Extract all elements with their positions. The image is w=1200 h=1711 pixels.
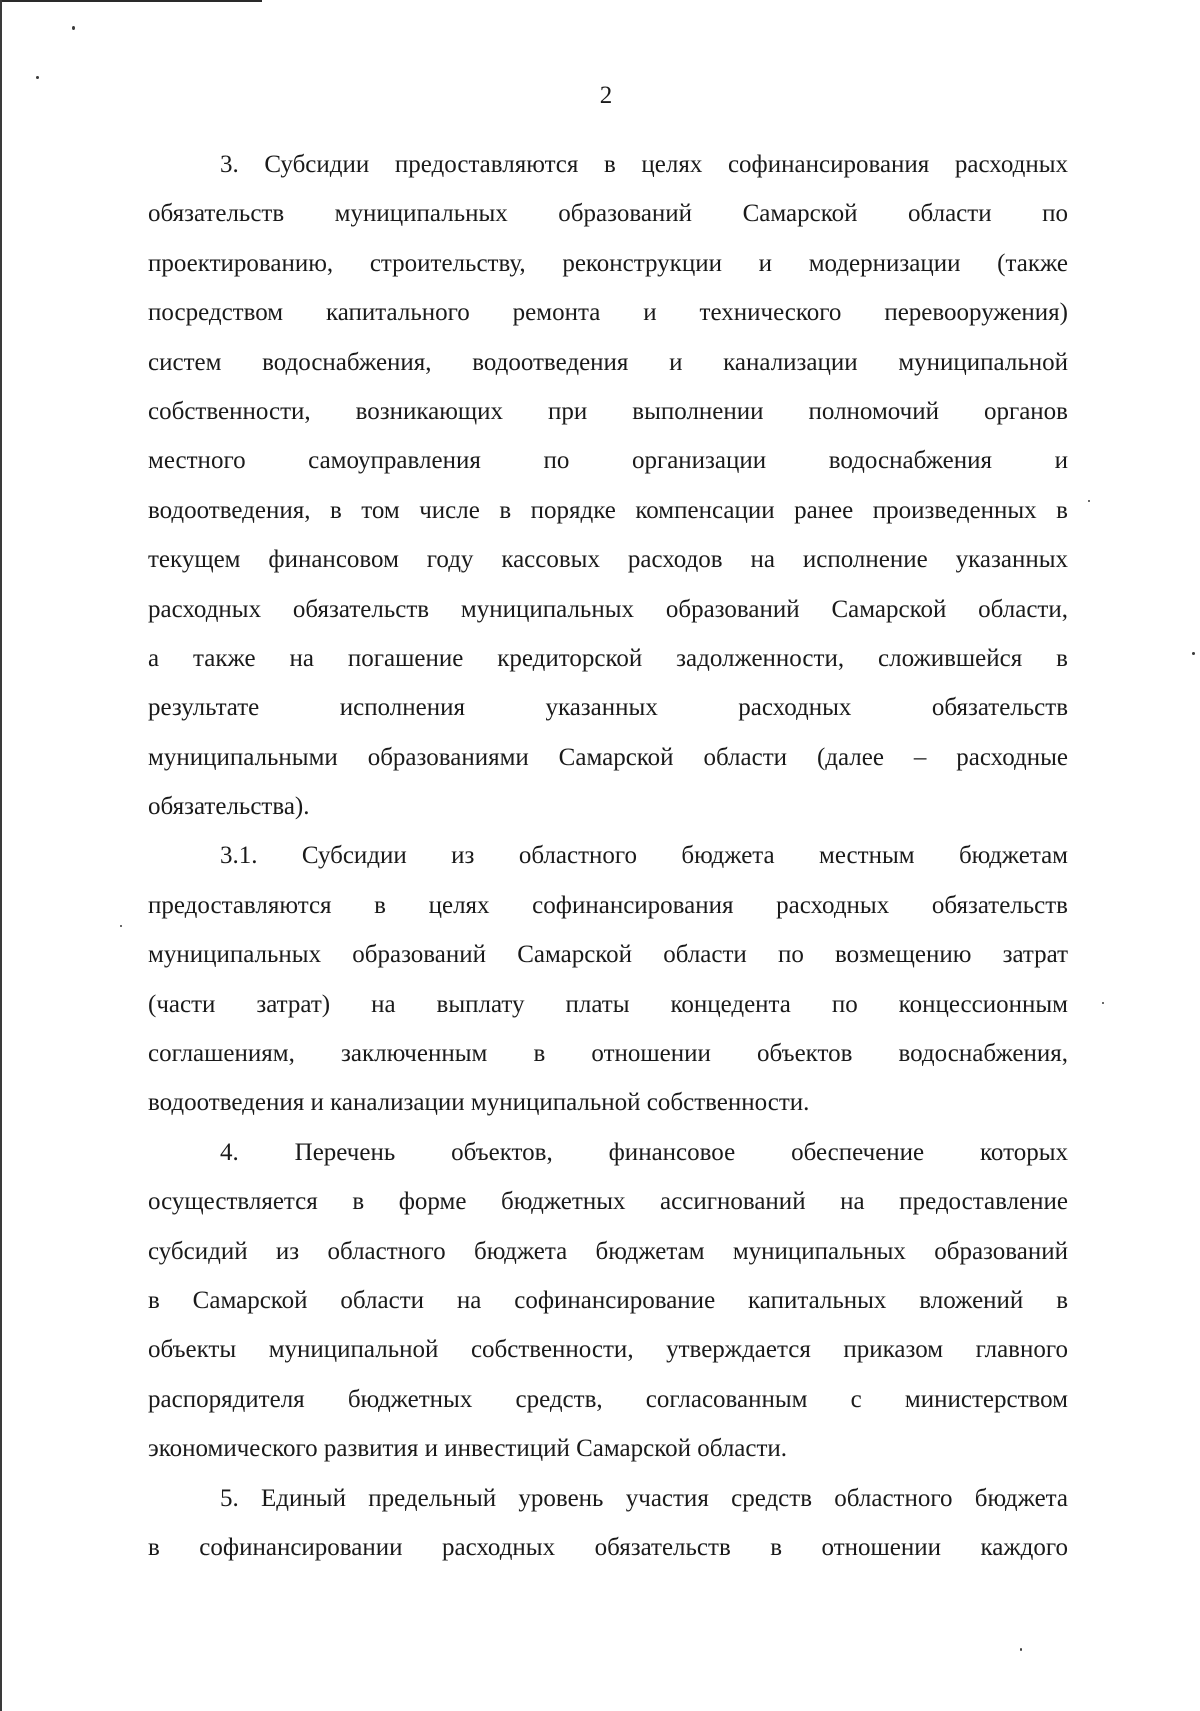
scan-edge-left — [0, 0, 2, 1711]
scan-speck — [1088, 500, 1090, 502]
text-line: осуществляется в форме бюджетных ассигнований на предоставление — [148, 1188, 1068, 1216]
scan-speck — [36, 76, 39, 79]
text-line: а также на погашение кредиторской задолженности, сложившейся в — [148, 644, 1068, 672]
text-line: результате исполнения указанных расходных обязательств — [148, 694, 1068, 722]
text-line: 4. Перечень объектов, финансовое обеспечение которых — [220, 1138, 1068, 1166]
scan-edge-top — [0, 0, 262, 2]
paragraph — [148, 1474, 1068, 1573]
scan-speck — [1102, 1002, 1104, 1004]
text-line: объекты муниципальной собственности, утверждается приказом главного — [148, 1336, 1068, 1364]
text-line: (части затрат) на выплату платы концедента по концессионным — [148, 990, 1068, 1018]
text-line: водоотведения, в том числе в порядке компенсации ранее произведенных в — [148, 496, 1068, 524]
text-line: 3.1. Субсидии из областного бюджета местным бюджетам — [220, 842, 1068, 870]
text-line: 3. Субсидии предоставляются в целях софинансирования расходных — [220, 151, 1068, 178]
text-line: в софинансировании расходных обязательств в отношении каждого — [148, 1533, 1068, 1561]
text-line: обязательств муниципальных образований Самарской области по — [148, 200, 1068, 228]
paragraph — [148, 1128, 1068, 1474]
paragraph — [148, 140, 1068, 831]
text-line: водоотведения и канализации муниципальной собственности. — [148, 1089, 810, 1117]
scan-speck — [120, 925, 122, 927]
text-line: 5. Единый предельный уровень участия средств областного бюджета — [220, 1484, 1068, 1512]
text-line: муниципальных образований Самарской области по возмещению затрат — [148, 941, 1068, 969]
text-line: систем водоснабжения, водоотведения и канализации муниципальной — [148, 348, 1068, 376]
text-line: муниципальными образованиями Самарской области (далее – расходные — [148, 743, 1068, 771]
text-line: экономического развития и инвестиций Самарской области. — [148, 1435, 788, 1463]
text-line: субсидий из областного бюджета бюджетам муниципальных образований — [148, 1237, 1068, 1265]
text-line: текущем финансовом году кассовых расходов на исполнение указанных — [148, 546, 1068, 574]
document-body — [148, 140, 1068, 1572]
text-line: распорядителя бюджетных средств, согласованным с министерством — [148, 1385, 1068, 1413]
text-line: расходных обязательств муниципальных образований Самарской области, — [148, 595, 1068, 623]
text-line: посредством капитального ремонта и технического перевооружения) — [148, 299, 1068, 327]
scan-speck — [1020, 1648, 1022, 1651]
text-line: собственности, возникающих при выполнении полномочий органов — [148, 397, 1068, 425]
text-line: проектированию, строительству, реконструкции и модернизации (также — [148, 249, 1068, 277]
paragraph — [148, 831, 1068, 1127]
text-line: предоставляются в целях софинансирования расходных обязательств — [148, 891, 1068, 919]
text-line: соглашениям, заключенным в отношении объектов водоснабжения, — [148, 1040, 1068, 1068]
scan-speck — [1192, 652, 1195, 655]
text-line: в Самарской области на софинансирование капитальных вложений в — [148, 1286, 1068, 1314]
scan-speck — [72, 26, 75, 30]
text-line: местного самоуправления по организации водоснабжения и — [148, 447, 1068, 475]
page-number: 2 — [599, 82, 613, 109]
text-line: обязательства). — [148, 793, 310, 821]
